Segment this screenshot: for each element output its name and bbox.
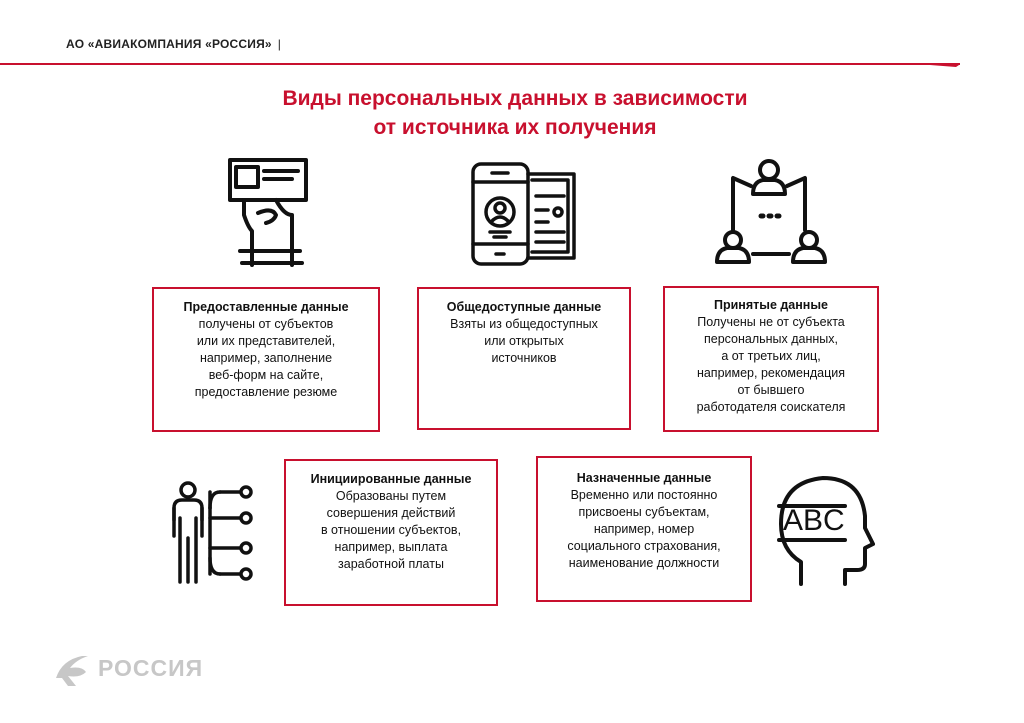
hand-card-icon (222, 155, 312, 270)
head-abc-icon (775, 470, 875, 588)
page-title-line2: от источника их получения (373, 116, 657, 139)
box-provided-line: например, заполнение (199, 351, 333, 365)
box-received-line: Получены не от субъекта (697, 315, 845, 329)
box-provided-line: предоставление резюме (194, 385, 338, 399)
box-assigned-line: Временно или постоянно (570, 488, 718, 502)
box-provided-line: или их представителей, (196, 334, 336, 348)
box-initiated-line: в отношении субъектов, (320, 523, 462, 537)
box-received-line: от бывшего (737, 383, 805, 397)
box-initiated-line: заработной платы (338, 557, 444, 571)
box-public-title: Общедоступные данные (446, 300, 602, 314)
box-provided-line: веб-форм на сайте, (208, 368, 324, 382)
box-provided-line: получены от субъектов (198, 317, 334, 331)
box-provided-title: Предоставленные данные (183, 300, 349, 314)
header-company (66, 37, 281, 51)
box-public-line: источников (491, 351, 557, 365)
box-assigned-line: например, номер (593, 522, 695, 536)
box-initiated-line: Образованы путем (335, 489, 447, 503)
box-assigned-line: присвоены субъектам, (578, 505, 710, 519)
abc-text: ABC (783, 504, 845, 537)
box-assigned-line: наименование должности (568, 556, 720, 570)
rossiya-logo-icon (52, 648, 92, 688)
box-assigned-title: Назначенные данные (576, 471, 712, 485)
footer-logo (52, 648, 203, 688)
header-company-name: АО «АВИАКОМПАНИЯ «РОССИЯ» (66, 37, 272, 51)
rule-arrow-icon (930, 60, 960, 70)
box-received-data (663, 286, 879, 432)
box-received-line: работодателя соискателя (696, 400, 846, 414)
page-title (200, 84, 830, 142)
box-initiated-line: например, выплата (334, 540, 448, 554)
box-assigned-line: социального страхования, (567, 539, 721, 553)
box-received-line: например, рекомендация (696, 366, 846, 380)
box-received-line: персональных данных, (703, 332, 839, 346)
person-actions-icon (168, 478, 260, 590)
footer-logo-text: РОССИЯ (98, 654, 204, 681)
box-initiated-data (284, 459, 498, 606)
page-title-line1: Виды персональных данных в зависимости (282, 87, 748, 110)
box-provided-data (152, 287, 380, 432)
box-assigned-data (536, 456, 752, 602)
header-rule (0, 63, 960, 65)
phone-document-icon (470, 162, 580, 267)
people-network-icon (705, 158, 830, 268)
box-received-line: а от третьих лиц, (721, 349, 821, 363)
box-initiated-line: совершения действий (326, 506, 456, 520)
box-public-line: Взяты из общедоступных (450, 317, 598, 331)
box-initiated-title: Инициированные данные (310, 472, 472, 486)
box-public-data (417, 287, 631, 430)
header-separator: | (277, 37, 282, 51)
box-received-title: Принятые данные (714, 298, 828, 312)
box-public-line: или открытых (484, 334, 564, 348)
